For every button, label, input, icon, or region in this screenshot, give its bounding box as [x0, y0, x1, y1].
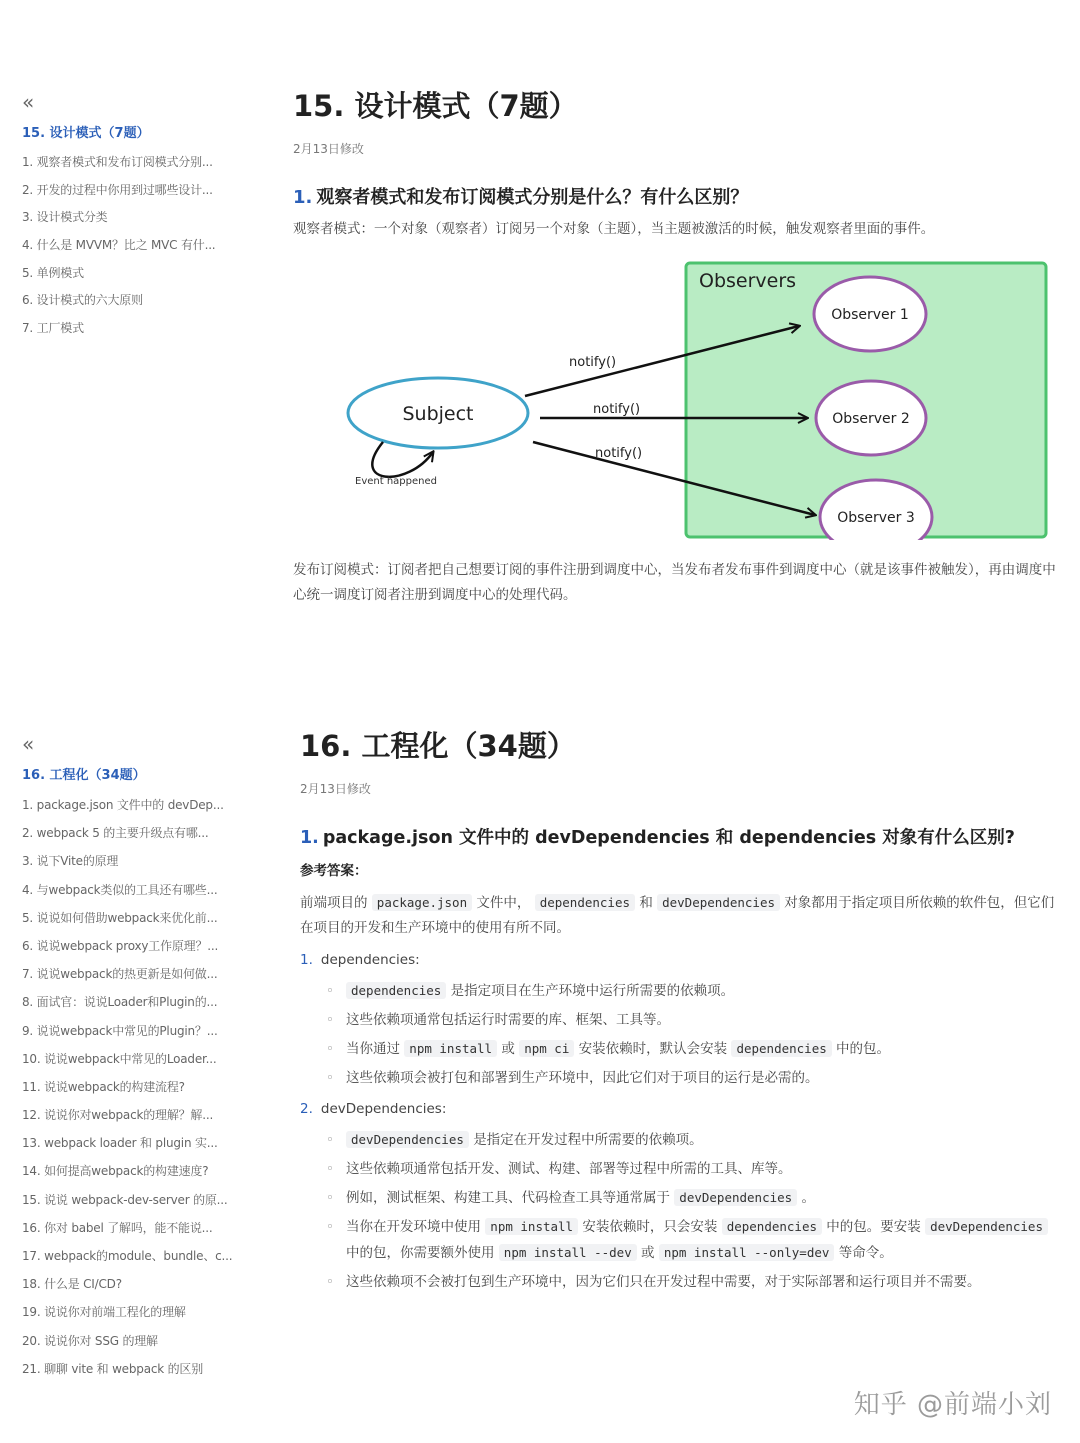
question-number: 1. [293, 187, 313, 208]
text: 或 [641, 1245, 655, 1261]
toc-item[interactable]: 3. 说下Vite的原理 [22, 854, 119, 869]
inline-code: package.json [372, 894, 472, 911]
toc-item[interactable]: 19. 说说你对前端工程化的理解 [22, 1305, 186, 1320]
zhihu-watermark: 知乎 @前端小刘 [853, 1390, 1052, 1420]
text: 例如，测试框架、构建工具、代码检查工具等通常属于 [346, 1190, 670, 1206]
document-content [300, 726, 1060, 1298]
pubsub-description: 发布订阅模式：订阅者把自己想要订阅的事件注册到调度中心，当发布者发布事件到调度中心（就是该事件被触发），再由调度中心统一调度订阅者注册到调度中心的处理代码。 [293, 562, 1056, 603]
list-label: dependencies: [320, 952, 420, 968]
inline-code: devDependencies [925, 1218, 1048, 1235]
inline-code: dependencies [535, 894, 635, 911]
inline-code: dependencies [722, 1218, 822, 1235]
list-item [322, 1185, 1060, 1211]
toc-item[interactable]: 17. webpack的module、bundle、c... [22, 1249, 233, 1263]
design-patterns-panel [0, 0, 1080, 690]
observer-pattern-diagram [293, 260, 1053, 540]
notify-label-1: notify() [569, 355, 617, 370]
inline-code: devDependencies [346, 1131, 469, 1148]
toc-sidebar [22, 734, 247, 1383]
notify-label-2: notify() [593, 402, 641, 417]
toc-item[interactable]: 21. 聊聊 vite 和 webpack 的区别 [22, 1361, 204, 1376]
inline-code: npm ci [519, 1040, 574, 1057]
text: 对象都用于指定项目所依赖的软件包，但它们在项目的开发和生产环境中的使用有所不同。 [300, 895, 1055, 936]
inline-code: npm install --dev [499, 1244, 637, 1261]
event-happened-label: Event happened [355, 476, 437, 487]
text: 安装依赖时，默认会安装 [578, 1041, 728, 1057]
toc-item[interactable]: 7. 说说webpack的热更新是如何做... [22, 967, 218, 982]
text: 。 [801, 1190, 815, 1206]
text: 前端项目的 [300, 895, 368, 911]
text: 文件中， [476, 895, 531, 911]
toc-item[interactable]: 1. package.json 文件中的 devDep... [22, 798, 224, 812]
modified-date: 2月13日修改 [293, 142, 364, 156]
toc-item[interactable]: 12. 说说你对webpack的理解？解... [22, 1108, 214, 1123]
page-title: 16. 工程化（34题） [300, 729, 576, 763]
question-heading [300, 825, 1060, 851]
text: 和 [639, 895, 653, 911]
observer-2-label: Observer 2 [832, 411, 910, 427]
toc-list [22, 791, 247, 1383]
list-item [322, 1127, 1060, 1153]
toc-item[interactable]: 20. 说说你对 SSG 的理解 [22, 1333, 158, 1348]
inline-code: dependencies [731, 1040, 831, 1057]
toc-item[interactable]: 5. 单例模式 [22, 265, 84, 280]
toc-item[interactable]: 6. 设计模式的六大原则 [22, 293, 143, 308]
question-text: 观察者模式和发布订阅模式分别是什么？有什么区别？ [316, 187, 749, 208]
question-number: 1. [300, 828, 319, 848]
dependencies-item [300, 945, 1060, 1091]
question-heading [293, 185, 1060, 211]
engineering-panel [0, 690, 1080, 1443]
toc-item[interactable]: 13. webpack loader 和 plugin 实... [22, 1136, 218, 1151]
dev-dependencies-item [300, 1094, 1060, 1295]
toc-item[interactable]: 18. 什么是 CI/CD? [22, 1277, 122, 1292]
inline-code: devDependencies [674, 1189, 797, 1206]
text: 等命令。 [838, 1245, 893, 1261]
observer-1-label: Observer 1 [831, 307, 909, 323]
dependencies-points [300, 978, 1060, 1091]
inline-code: devDependencies [657, 894, 780, 911]
toc-sidebar [22, 92, 247, 343]
toc-item[interactable]: 16. 你对 babel 了解吗，能不能说... [22, 1220, 213, 1235]
toc-item[interactable]: 4. 什么是 MVVM？比之 MVC 有什... [22, 238, 216, 253]
toc-item[interactable]: 7. 工厂模式 [22, 321, 84, 336]
text: 是指定在开发过程中所需要的依赖项。 [473, 1132, 703, 1148]
toc-item[interactable]: 15. 说说 webpack-dev-server 的原... [22, 1192, 228, 1207]
list-item: ◦ 这些依赖项不会被打包到生产环境中，因为它们只在开发过程中需要，对于实际部署和运行项目并不需要。 [322, 1269, 1060, 1295]
answer-intro [300, 890, 1060, 941]
toc-item[interactable]: 10. 说说webpack中常见的Loader... [22, 1051, 217, 1066]
list-item [322, 978, 1060, 1004]
text: 中的包，你需要额外使用 [346, 1245, 495, 1261]
answer-label: 参考答案： [300, 863, 368, 879]
collapse-sidebar-icon[interactable]: « [22, 732, 35, 756]
toc-section-title[interactable]: 15. 设计模式（7题） [22, 126, 150, 141]
text: 中的包。 [836, 1041, 891, 1057]
notify-label-3: notify() [595, 446, 643, 461]
list-number: 1. [300, 952, 313, 968]
page-title: 15. 设计模式（7题） [293, 89, 578, 123]
toc-item[interactable]: 6. 说说webpack proxy工作原理？... [22, 938, 219, 953]
observers-label: Observers [699, 270, 797, 292]
toc-item[interactable]: 2. 开发的过程中你用到过哪些设计... [22, 182, 213, 197]
collapse-sidebar-icon[interactable]: « [22, 90, 35, 114]
toc-item[interactable]: 8. 面试官：说说Loader和Plugin的... [22, 995, 218, 1010]
inline-code: dependencies [346, 982, 446, 999]
observer-description: 观察者模式：一个对象（观察者）订阅另一个对象（主题），当主题被激活的时候，触发观察者里面的事件。 [293, 221, 935, 237]
text: 或 [501, 1041, 515, 1057]
list-label: devDependencies: [320, 1101, 447, 1117]
list-item: ◦ 这些依赖项通常包括运行时需要的库、框架、工具等。 [322, 1007, 1060, 1033]
inline-code: npm install [485, 1218, 578, 1235]
toc-list [22, 149, 247, 343]
answer-list [300, 945, 1060, 1295]
toc-item[interactable]: 1. 观察者模式和发布订阅模式分别... [22, 155, 213, 169]
question-text: package.json 文件中的 devDependencies 和 dependencies 对象有什么区别? [322, 828, 1015, 848]
text: 是指定项目在生产环境中运行所需要的依赖项。 [450, 983, 735, 999]
list-item [322, 1036, 1060, 1062]
subject-label: Subject [402, 403, 474, 425]
list-item [322, 1214, 1060, 1266]
inline-code: npm install --only=dev [659, 1244, 835, 1261]
toc-item[interactable]: 9. 说说webpack中常见的Plugin？... [22, 1023, 218, 1038]
document-content [293, 86, 1060, 608]
toc-item[interactable]: 11. 说说webpack的构建流程? [22, 1079, 185, 1094]
list-number: 2. [300, 1101, 313, 1117]
text: 当你在开发环境中使用 [346, 1219, 481, 1235]
toc-item[interactable]: 3. 设计模式分类 [22, 210, 108, 225]
observer-3-label: Observer 3 [837, 510, 915, 526]
modified-date: 2月13日修改 [300, 782, 371, 796]
toc-item[interactable]: 5. 说说如何借助webpack来优化前... [22, 910, 218, 925]
dev-dependencies-points [300, 1127, 1060, 1295]
text: 中的包。要安装 [826, 1219, 921, 1235]
list-item: ◦ 这些依赖项通常包括开发、测试、构建、部署等过程中所需的工具、库等。 [322, 1156, 1060, 1182]
list-item: ◦ 这些依赖项会被打包和部署到生产环境中，因此它们对于项目的运行是必需的。 [322, 1065, 1060, 1091]
toc-item[interactable]: 2. webpack 5 的主要升级点有哪... [22, 826, 209, 841]
text: 当你通过 [346, 1041, 400, 1057]
toc-section-title[interactable]: 16. 工程化（34题） [22, 768, 146, 783]
toc-item[interactable]: 4. 与webpack类似的工具还有哪些... [22, 882, 218, 897]
toc-item[interactable]: 14. 如何提高webpack的构建速度? [22, 1164, 209, 1179]
text: 安装依赖时，只会安装 [582, 1219, 718, 1235]
inline-code: npm install [404, 1040, 497, 1057]
